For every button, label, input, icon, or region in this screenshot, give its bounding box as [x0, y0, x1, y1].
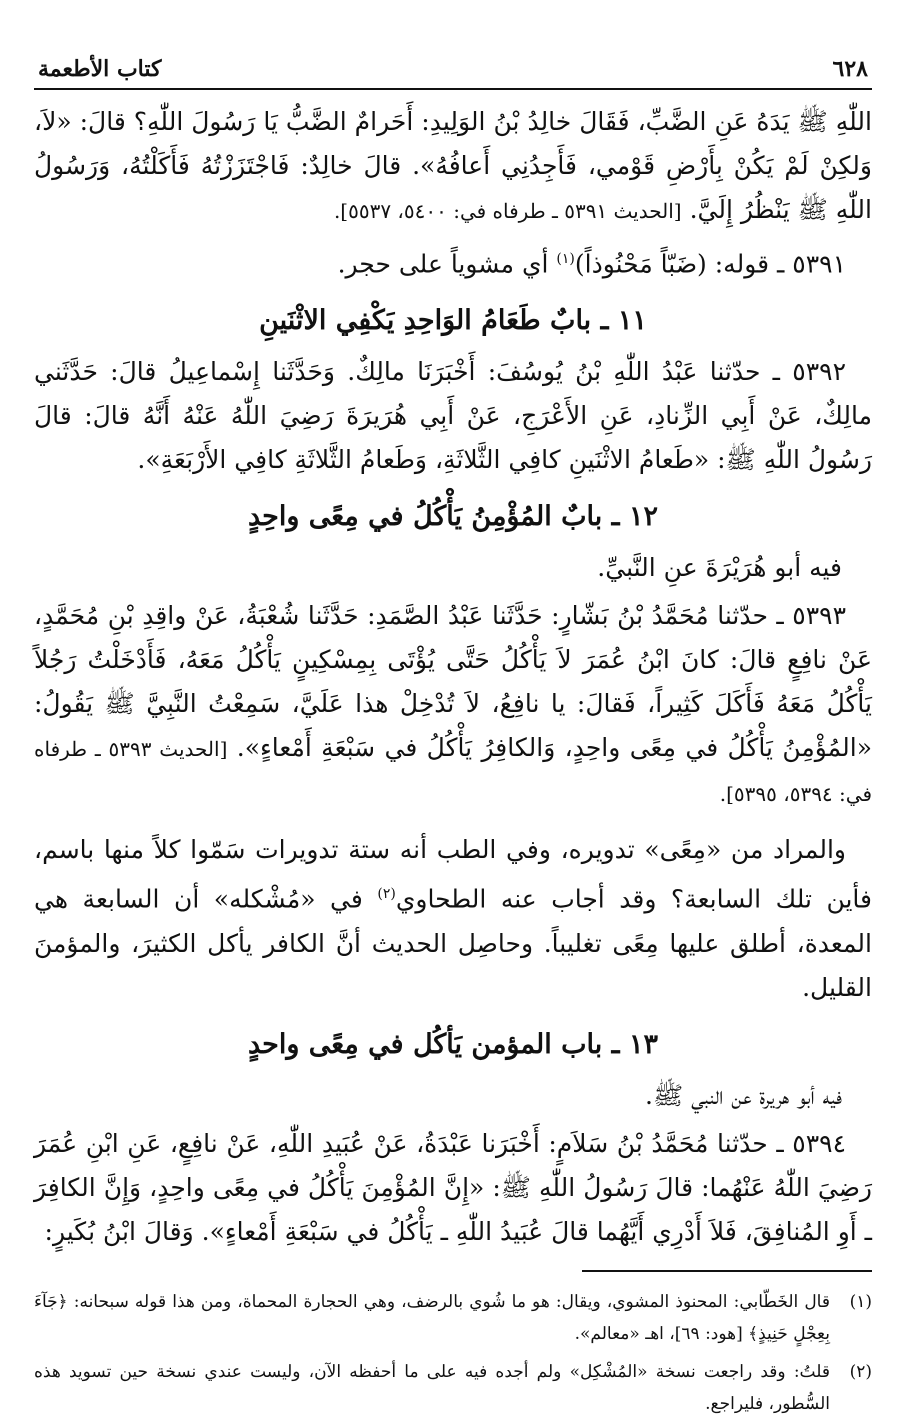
note-text: ٥٣٩١ ـ قوله: (ضَبّاً مَحْنُوذاً)	[574, 249, 846, 279]
chapter-heading-11: ١١ ـ بابٌ طَعَامُ الوَاحِدِ يَكْفِي الاثْنَينِ	[259, 305, 647, 337]
footnote-marker-1: (١)	[556, 251, 575, 267]
chapter-13-narrator-note: فيه أبو هريرة عن النبي ﷺ.	[645, 1080, 842, 1110]
footnote-divider	[582, 1270, 872, 1272]
footnote-2	[34, 1356, 872, 1420]
hadith-text: اللّٰهِ ﷺ يَدَهُ عَنِ الضَّبِّ، فَقَالَ خالِدُ بْنُ الوَلِيدِ: أَحَرامٌ الضَّبُّ يَا رَسُولَ اللّٰهِ؟ قالَ: «لاَ، وَلكِنْ لَمْ يَكُنْ بِأَرْضِ قَوْمي، فَأَجِدُنِي أَعافُهُ». قالَ خالِدٌ: فَاجْتَزَزْتُهُ فَأَكَلْتُهُ، وَرَسُولُ اللّٰهِ ﷺ يَنْظُرُ إِلَيَّ.	[34, 107, 872, 224]
chapter-heading-12: ١٢ ـ بابٌ المُؤْمِنُ يَأْكُلُ في مِعًى واحِدٍ	[247, 501, 659, 533]
hadith-text: ٥٣٩٣ ـ حدّثنا مُحَمَّدُ بْنُ بَشّارٍ: حَدَّثَنا عَبْدُ الصَّمَدِ: حَدَّثَنا شُعْبَةُ، عَنْ واقِدِ بْنِ مُحَمَّدٍ، عَنْ نافِعٍ قالَ: كانَ ابْنُ عُمَرَ لاَ يَأْكُلُ حَتَّى يُؤْتَى بِمِسْكِينٍ يَأْكُلُ مَعَهُ، فَأَدْخَلْتُ رَجُلاً يَأْكُلُ مَعَهُ فَأَكَلَ كَثِيراً، فَقالَ: يا نافِعُ، لاَ تُدْخِلْ هذا عَلَيَّ، سَمِعْتُ النَّبِيَّ ﷺ يَقُولُ: «المُؤْمِنُ يَأْكُلُ في مِعًى واحِدٍ، وَالكافِرُ يَأْكُلُ في سَبْعَةِ أَمْعاءٍ».	[34, 601, 872, 763]
commentary-paragraph	[34, 828, 872, 1009]
running-header	[34, 56, 872, 90]
commentary-text: والمراد من «مِعًى» تدويره، وفي الطب أنه ستة تدويرات سَمّوا كلاً منها باسم، فأين تلك السابعة؟ وقد أجاب عنه الطحاوي	[34, 835, 872, 914]
commentary-text-end: في «مُشْكله» أن السابعة هي المعدة، أطلق عليها مِعًى تغليباً. وحاصِل الحديث أنَّ الكافر يأكل الكثيرَ، والمؤمنَ القليل.	[34, 884, 872, 1002]
hadith-5394: ٥٣٩٤ ـ حدّثنا مُحَمَّدُ بْنُ سَلاَمٍ: أَخْبَرَنا عَبْدَةُ، عَنْ عُبَيدِ اللّٰهِ، عَنْ نافِعٍ، عَنِ ابْنِ عُمَرَ رَضِيَ اللّٰهُ عَنْهُما: قالَ رَسُولُ اللّٰهِ ﷺ: «إِنَّ المُؤْمِنَ يَأْكُلُ في مِعًى واحِدٍ، وَإِنَّ الكافِرَ ـ أَوِ المُنافِقَ، فَلاَ أَدْرِي أَيَّهُما قالَ عُبَيدُ اللّٰهِ ـ يَأْكُلُ في سَبْعَةِ أَمْعاءٍ». وَقالَ ابْنُ بُكَيرٍ:	[34, 1128, 872, 1246]
footnote-number: (٢)	[849, 1361, 872, 1382]
book-page	[34, 56, 872, 1426]
footnote-text: قلتُ: وقد راجعت نسخة «المُشْكِل» ولم أجده فيه على ما أحفظه الآن، وليست عندي نسخة حين تسويد هذه السُّطور، فليراجع.	[34, 1361, 830, 1414]
hadith-cross-reference: [الحديث ٥٣٩٣ ـ طرفاه في: ٥٣٩٤، ٥٣٩٥].	[34, 737, 872, 807]
footnote-1	[34, 1286, 872, 1350]
footnote-number: (١)	[849, 1291, 872, 1312]
chapter-heading-13: ١٣ ـ باب المؤمن يَأكُل في مِعًى واحدٍ	[247, 1028, 659, 1060]
note-text-end: أي مشوياً على حجر.	[337, 249, 557, 279]
hadith-5392: ٥٣٩٢ ـ حدّثنا عَبْدُ اللّٰهِ بْنُ يُوسُفَ: أَخْبَرَنَا مالِكٌ. وَحَدَّثَنا إِسْماعِيلُ قالَ: حَدَّثَني مالِكٌ، عَنْ أَبِي الزِّنادِ، عَنِ الأَعْرَجِ، عَنْ أَبِي هُرَيرَةَ رَضِيَ اللّٰهُ عَنْهُ أَنَّهُ قالَ: قالَ رَسُولُ اللّٰهِ ﷺ: «طَعامُ الاثْنَينِ كافِي الثَّلاثَةِ، وَطَعامُ الثَّلاثَةِ كافِي الأَرْبَعَةِ».	[34, 357, 872, 475]
footnotes	[34, 1286, 872, 1420]
footnote-marker-2: (٢)	[377, 886, 396, 903]
footnote-text: قال الخَطّابي: المحنوذ المشوي، ويقال: هو ما شُوي بالرضف، وهي الحجارة المحماة، ومن هذا قوله سبحانه: ﴿جَآءَ بِعِجْلٍ حَنِيذٍ﴾ [هود: ٦٩]، اهـ «معالم».	[34, 1291, 830, 1344]
hadith-cross-reference: [الحديث ٥٣٩١ ـ طرفاه في: ٥٤٠٠، ٥٥٣٧].	[333, 199, 682, 223]
hadith-continuation	[34, 100, 872, 233]
note-5391	[34, 237, 872, 286]
main-text	[34, 100, 872, 1254]
book-title: كتاب الأطعمة	[38, 56, 162, 82]
page-number: ٦٢٨	[832, 56, 868, 82]
hadith-5393	[34, 594, 872, 816]
chapter-12-narrator-note: فيه أبو هُرَيْرَةَ عنِ النَّبيِّ.	[597, 553, 842, 583]
